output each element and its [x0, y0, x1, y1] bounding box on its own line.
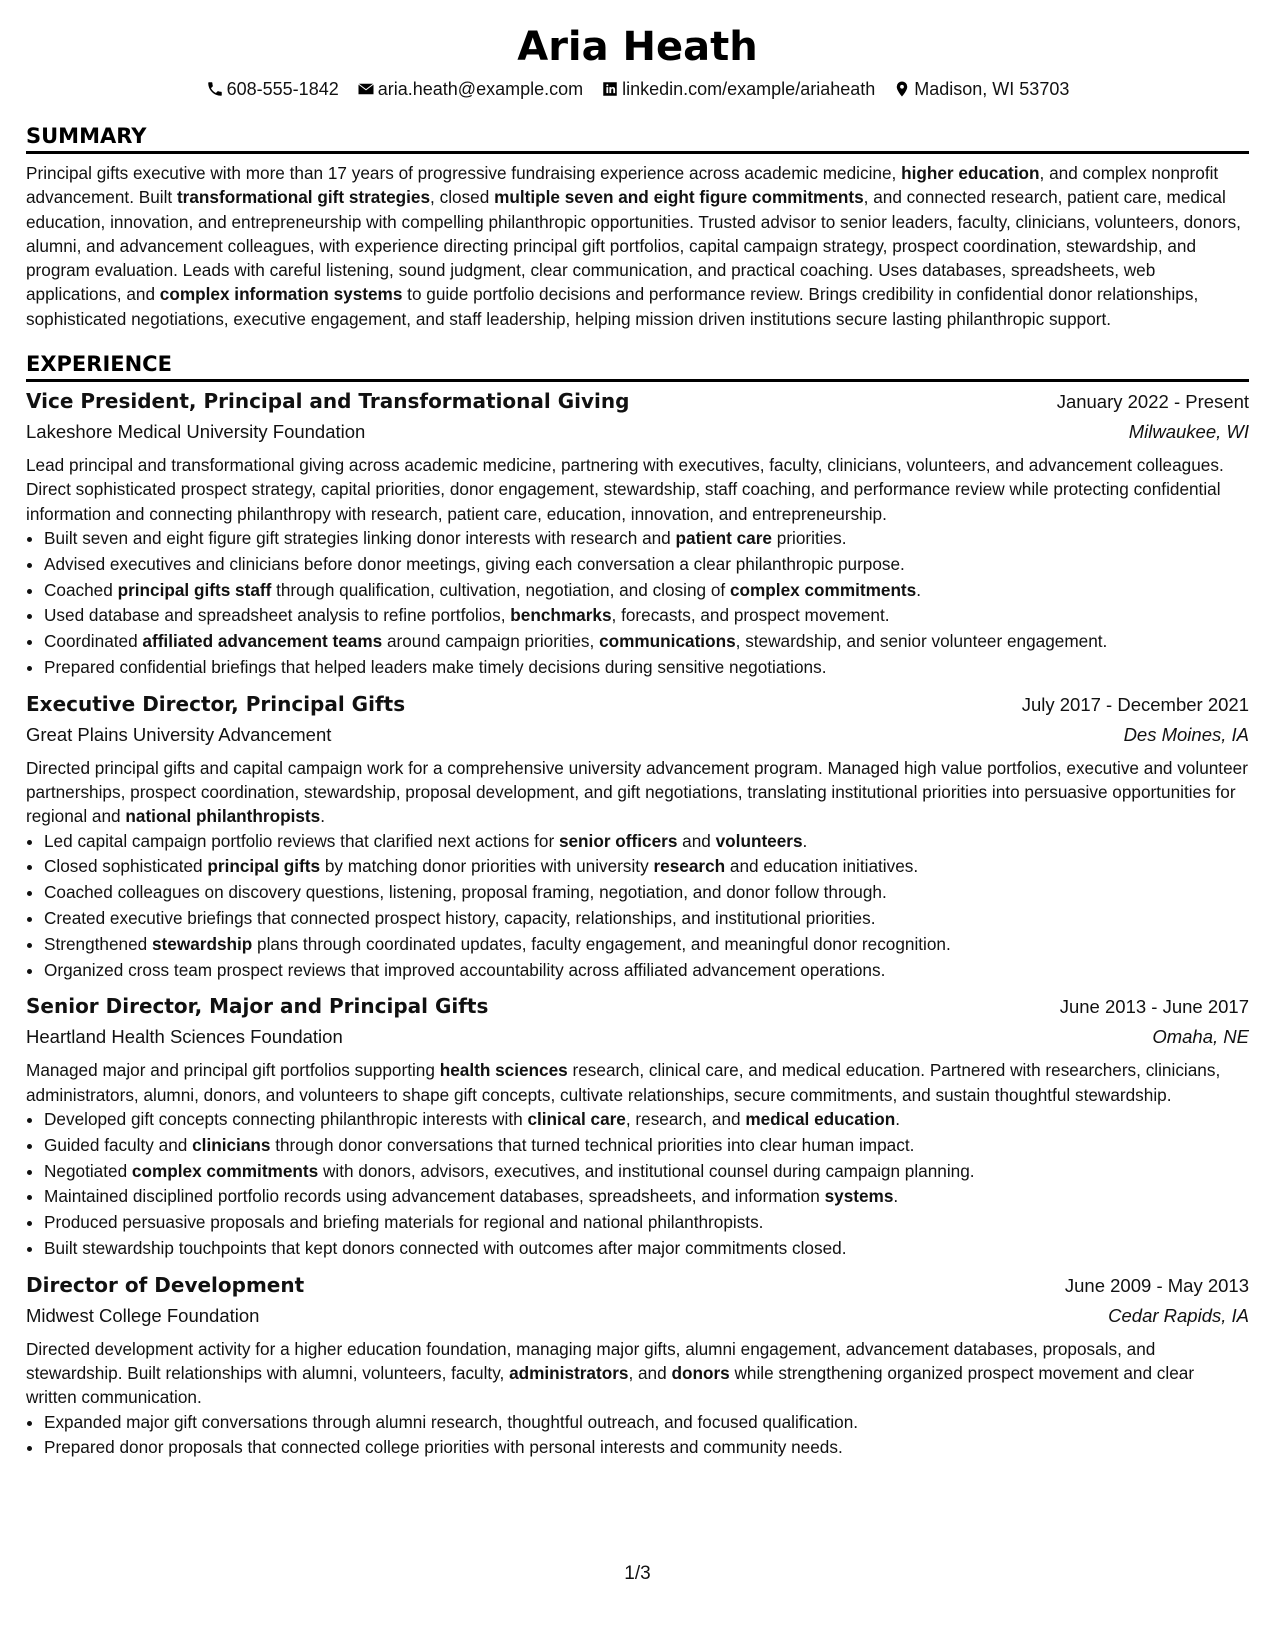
job-bullets — [26, 1107, 1249, 1262]
text-run: Maintained disciplined portfolio records using advancement databases, spreadsheets, and information — [44, 1186, 825, 1207]
text-run: Produced persuasive proposals and briefing materials for regional and national philanthropists. — [44, 1212, 764, 1233]
job-organization: Heartland Health Sciences Foundation — [26, 1026, 343, 1048]
job-subheader — [26, 721, 1249, 749]
text-run: Led capital campaign portfolio reviews that clarified next actions for — [44, 830, 559, 851]
job-entry — [26, 991, 1249, 1261]
text-run: Coached colleagues on discovery questions, listening, proposal framing, negotiation, and donor follow through. — [44, 882, 887, 903]
bullet-item — [44, 655, 1249, 681]
job-list — [26, 386, 1249, 1461]
emphasis-text: administrators — [509, 1363, 629, 1384]
job-organization: Great Plains University Advancement — [26, 723, 332, 745]
text-run: through donor conversations that turned technical priorities into clear human impact. — [270, 1134, 915, 1155]
bullet-item — [44, 906, 1249, 932]
emphasis-text: medical education — [745, 1109, 896, 1130]
text-run: Built stewardship touchpoints that kept donors connected with outcomes after major commitments closed. — [44, 1238, 847, 1258]
experience-heading: EXPERIENCE — [26, 351, 1249, 382]
job-dates: June 2013 - June 2017 — [1059, 996, 1249, 1018]
text-run: , and complex nonprofit advancement. Built — [26, 163, 1219, 208]
contact-phone — [206, 77, 339, 101]
emphasis-text: multiple seven and eight figure commitments — [494, 187, 864, 208]
bullet-item — [44, 829, 1249, 855]
emphasis-text: senior officers — [558, 830, 678, 851]
contact-location — [893, 77, 1069, 101]
contact-bar — [26, 77, 1249, 101]
bullet-item — [44, 603, 1249, 629]
text-run: plans through coordinated updates, faculty engagement, and meaningful donor recognition. — [252, 933, 951, 954]
job-subheader — [26, 1023, 1249, 1051]
text-run: Closed sophisticated — [44, 856, 208, 877]
text-run: Negotiated — [44, 1160, 132, 1181]
job-bullets — [26, 829, 1249, 984]
job-entry — [26, 386, 1249, 681]
text-run: . — [893, 1186, 899, 1207]
job-title: Vice President, Principal and Transformational Giving — [26, 389, 630, 414]
text-run: Built seven and eight figure gift strategies linking donor interests with research and — [44, 527, 676, 548]
job-organization: Midwest College Foundation — [26, 1304, 260, 1326]
bullet-item — [44, 552, 1249, 578]
bullet-item — [44, 854, 1249, 880]
bullet-item — [44, 526, 1249, 552]
emphasis-text: complex commitments — [131, 1160, 319, 1181]
emphasis-text: volunteers — [715, 830, 803, 851]
job-subheader — [26, 418, 1249, 446]
text-run: through qualification, cultivation, negotiation, and closing of — [271, 579, 730, 600]
text-run: Advised executives and clinicians before donor meetings, giving each conversation a clear philanthropic purpose. — [44, 553, 905, 574]
emphasis-text: research — [653, 856, 726, 877]
emphasis-text: stewardship — [151, 933, 253, 954]
job-header — [26, 386, 1249, 417]
text-run: , and connected research, patient care, medical education, innovation, and entrepreneurship with compelling philanthropic opportunities. Trusted advisor to senior leaders, faculty, clinicians, volunteers, donors, alumni, and advancement colleagues, with experience directing principal gift portfolios, capital campaign strategy, prospect coordination, stewardship, and program evaluation. Leads with careful listening, sound judgment, clear communication, and practical coaching. Uses databases, spreadsheets, web applications, and — [26, 187, 1241, 305]
summary-heading: SUMMARY — [26, 123, 1249, 154]
job-description — [26, 1337, 1249, 1410]
emphasis-text: complex information systems — [159, 284, 403, 305]
text-run: to guide portfolio decisions and performance review. Brings credibility in confidential donor relationships, sophisticated negotiations, executive engagement, and staff leadership, helping mission driven institutions secure lasting philanthropic support. — [26, 284, 1199, 329]
job-dates: January 2022 - Present — [1056, 391, 1249, 413]
bullet-item — [44, 958, 1249, 984]
text-run: Created executive briefings that connected prospect history, capacity, relationships, and institutional priorities. — [44, 908, 876, 929]
job-dates: July 2017 - December 2021 — [1021, 693, 1249, 715]
bullet-item — [44, 1410, 1249, 1436]
text-run: Prepared confidential briefings that helped leaders make timely decisions during sensitive negotiations. — [44, 656, 827, 677]
bullet-item — [44, 1184, 1249, 1210]
emphasis-text: benchmarks — [510, 605, 612, 626]
job-entry — [26, 1270, 1249, 1461]
linkedin-link[interactable]: linkedin.com/example/ariaheath — [622, 79, 876, 99]
emphasis-text: clinicians — [192, 1134, 271, 1155]
job-location: Cedar Rapids, IA — [1108, 1304, 1249, 1326]
text-run: and education initiatives. — [725, 856, 919, 877]
envelope-icon — [357, 80, 375, 98]
text-run: and — [677, 830, 716, 851]
job-title: Senior Director, Major and Principal Gifts — [26, 994, 489, 1019]
text-run: Managed major and principal gift portfolios supporting — [26, 1060, 440, 1081]
text-run: Used database and spreadsheet analysis to refine portfolios, — [44, 605, 511, 626]
job-entry — [26, 689, 1249, 984]
map-pin-icon — [893, 80, 911, 98]
job-location: Des Moines, IA — [1123, 723, 1249, 745]
text-run: Directed development activity for a higher education foundation, managing major gifts, alumni engagement, advancement databases, proposals, and stewardship. Built relationships with alumni, volunteers, faculty, — [26, 1338, 1156, 1384]
bullet-item — [44, 1236, 1249, 1262]
page-number: 1/3 — [624, 1563, 651, 1584]
job-bullets — [26, 526, 1249, 681]
text-run: Organized cross team prospect reviews that improved accountability across affiliated advancement operations. — [44, 959, 886, 980]
text-run: . — [802, 830, 808, 851]
emphasis-text: principal gifts — [207, 856, 321, 877]
emphasis-text: transformational gift strategies — [176, 187, 431, 208]
text-run: Principal gifts executive with more than 17 years of progressive fundraising experience across academic medicine, — [26, 163, 902, 183]
text-run: while strengthening organized prospect movement and clear written communication. — [26, 1363, 1195, 1408]
job-header — [26, 1270, 1249, 1301]
job-header — [26, 991, 1249, 1022]
text-run: . — [895, 1109, 901, 1130]
job-subheader — [26, 1302, 1249, 1330]
text-run: Developed gift concepts connecting philanthropic interests with — [44, 1109, 528, 1130]
bullet-item — [44, 880, 1249, 906]
job-header — [26, 689, 1249, 720]
text-run: Prepared donor proposals that connected college priorities with personal interests and community needs. — [44, 1437, 843, 1458]
job-title: Director of Development — [26, 1272, 305, 1297]
text-run: Coached — [44, 579, 118, 600]
emphasis-text: affiliated advancement teams — [142, 631, 383, 652]
job-description — [26, 1058, 1249, 1107]
bullet-item — [44, 1133, 1249, 1159]
emphasis-text: higher education — [901, 163, 1040, 183]
emphasis-text: systems — [824, 1186, 894, 1207]
job-dates: June 2009 - May 2013 — [1064, 1274, 1249, 1296]
bullet-item — [44, 1159, 1249, 1185]
text-run: Lead principal and transformational giving across academic medicine, partnering with executives, faculty, clinicians, volunteers, and advancement colleagues. Direct sophisticated prospect strategy, capital priorities, donor engagement, stewardship, staff coaching, and performance review while protecting confidential information and connecting philanthropy with research, patient care, education, innovation, and entrepreneurship. — [26, 455, 1224, 524]
emphasis-text: principal gifts staff — [117, 579, 272, 600]
text-run: , closed — [430, 187, 495, 208]
text-run: , research, and — [625, 1109, 746, 1130]
text-run: Directed principal gifts and capital campaign work for a comprehensive university advancement program. Managed high value portfolios, executive and volunteer partnerships, prospect coordination, stewardship, proposal development, and gift negotiations, translating institutional priorities into persuasive opportunities for regional and — [26, 757, 1248, 827]
job-organization: Lakeshore Medical University Foundation — [26, 421, 366, 443]
text-run: . — [320, 806, 325, 827]
emphasis-text: patient care — [675, 527, 772, 548]
bullet-item — [44, 1210, 1249, 1236]
job-bullets — [26, 1410, 1249, 1462]
emphasis-text: complex commitments — [729, 579, 917, 600]
bullet-item — [44, 578, 1249, 604]
linkedin-icon — [601, 80, 619, 98]
email-link[interactable]: aria.heath@example.com — [377, 79, 584, 99]
text-run: . — [916, 579, 922, 600]
location-text: Madison, WI 53703 — [914, 79, 1070, 99]
emphasis-text: national philanthropists — [125, 806, 321, 827]
job-title: Executive Director, Principal Gifts — [26, 691, 406, 716]
phone-icon — [206, 80, 224, 98]
text-run: research, clinical care, and medical education. Partnered with researchers, clinicians, administrators, alumni, donors, and volunteers to shape gift concepts, cultivate relationships, secure commitments, and sustain thoughtful stewardship. — [26, 1060, 1221, 1105]
candidate-name: Aria Heath — [517, 24, 758, 70]
summary-text — [26, 161, 1249, 331]
bullet-item — [44, 1107, 1249, 1133]
text-run: , and — [628, 1363, 672, 1384]
job-description — [26, 453, 1249, 526]
emphasis-text: health sciences — [439, 1060, 568, 1081]
contact-email[interactable] — [357, 77, 583, 101]
text-run: around campaign priorities, — [382, 631, 600, 652]
emphasis-text: donors — [671, 1363, 730, 1384]
bullet-item — [44, 629, 1249, 655]
bullet-item — [44, 1435, 1249, 1461]
emphasis-text: clinical care — [527, 1109, 626, 1130]
contact-linkedin[interactable] — [601, 77, 875, 101]
text-run: Guided faculty and — [44, 1134, 193, 1155]
bullet-item — [44, 932, 1249, 958]
emphasis-text: communications — [599, 631, 736, 652]
job-location: Milwaukee, WI — [1128, 421, 1249, 443]
text-run: Strengthened — [44, 933, 152, 954]
text-run: , forecasts, and prospect movement. — [611, 605, 890, 626]
text-run: , stewardship, and senior volunteer engagement. — [735, 631, 1108, 652]
text-run: Coordinated — [44, 631, 143, 652]
text-run: Expanded major gift conversations through alumni research, thoughtful outreach, and focused qualification. — [44, 1411, 859, 1432]
summary-section — [26, 123, 1249, 331]
job-description — [26, 756, 1249, 829]
experience-section — [26, 351, 1249, 1461]
text-run: by matching donor priorities with university — [320, 856, 654, 877]
phone-text: 608-555-1842 — [226, 79, 339, 99]
text-run: with donors, advisors, executives, and institutional counsel during campaign planning. — [318, 1160, 975, 1181]
job-location: Omaha, NE — [1152, 1026, 1249, 1048]
text-run: priorities. — [772, 527, 847, 548]
